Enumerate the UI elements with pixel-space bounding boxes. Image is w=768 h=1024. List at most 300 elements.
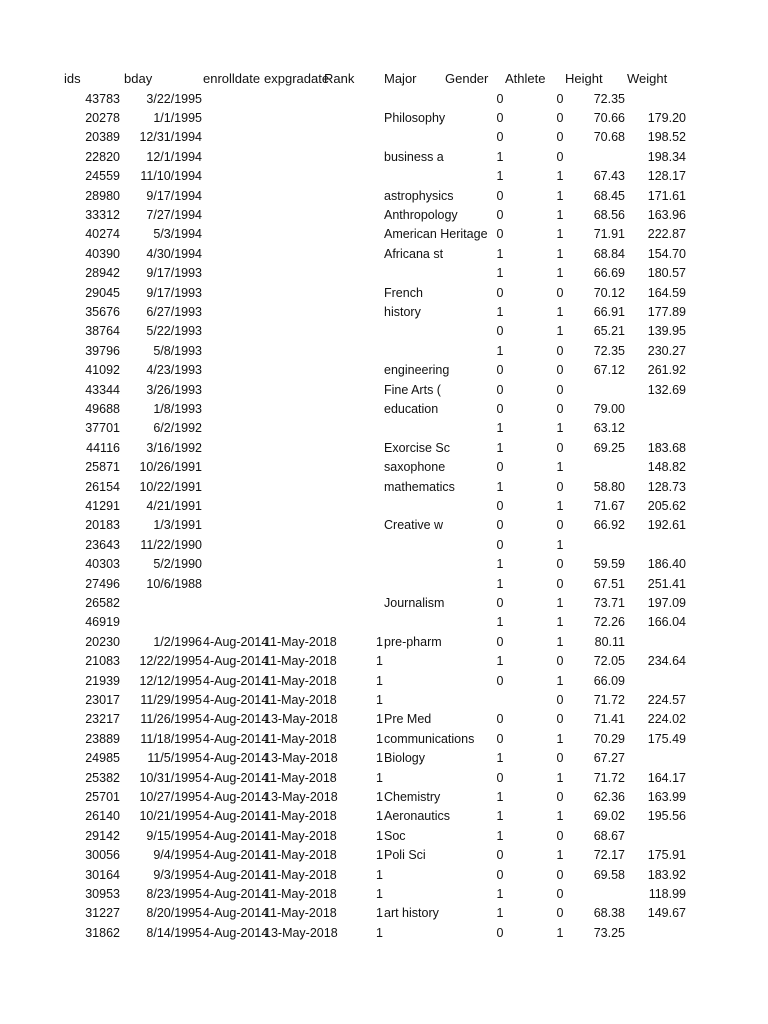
cell-major[interactable]: Africana st: [384, 246, 444, 261]
cell-gender[interactable]: 0: [496, 188, 504, 203]
cell-athlete[interactable]: 0: [556, 751, 564, 766]
cell-rank[interactable]: 1: [376, 692, 383, 707]
cell-major[interactable]: Chemistry: [384, 789, 441, 804]
cell-expgradate[interactable]: [264, 400, 325, 419]
cell-ids[interactable]: 21083: [85, 654, 120, 669]
cell-athlete[interactable]: 1: [556, 169, 564, 184]
cell-bday[interactable]: 4/23/1993: [146, 363, 202, 378]
cell-weight[interactable]: 198.34: [647, 149, 686, 164]
cell-major[interactable]: [384, 652, 445, 671]
cell-weight[interactable]: 171.61: [647, 188, 686, 203]
cell-major[interactable]: [384, 924, 445, 943]
cell-bday[interactable]: 8/23/1995: [146, 886, 202, 901]
cell-enrolldate[interactable]: 4-Aug-2014: [203, 906, 269, 921]
cell-expgradate[interactable]: [264, 128, 325, 147]
cell-weight[interactable]: 148.82: [647, 460, 686, 475]
cell-rank[interactable]: [376, 439, 384, 458]
cell-ids[interactable]: 27496: [85, 576, 120, 591]
cell-bday[interactable]: 4/30/1994: [146, 246, 202, 261]
cell-major[interactable]: pre-pharm: [384, 634, 442, 649]
cell-weight[interactable]: 234.64: [647, 654, 686, 669]
cell-major[interactable]: Poli Sci: [384, 848, 426, 863]
cell-athlete[interactable]: 0: [556, 382, 564, 397]
cell-rank[interactable]: 1: [376, 886, 383, 901]
cell-height[interactable]: 73.25: [593, 925, 625, 940]
cell-expgradate[interactable]: [264, 225, 325, 244]
cell-expgradate[interactable]: [264, 206, 325, 225]
cell-gender[interactable]: 0: [496, 518, 504, 533]
cell-enrolldate[interactable]: [203, 613, 264, 632]
cell-athlete[interactable]: 0: [556, 576, 564, 591]
cell-enrolldate[interactable]: 4-Aug-2014: [203, 828, 269, 843]
cell-height[interactable]: 67.51: [593, 576, 625, 591]
cell-enrolldate[interactable]: [203, 245, 264, 264]
cell-athlete[interactable]: 0: [556, 867, 564, 882]
cell-enrolldate[interactable]: [203, 90, 264, 109]
cell-rank[interactable]: 1: [376, 751, 383, 766]
cell-bday[interactable]: 5/3/1994: [153, 227, 202, 242]
cell-athlete[interactable]: 0: [556, 557, 564, 572]
cell-weight[interactable]: 149.67: [647, 906, 686, 921]
cell-height[interactable]: 70.12: [593, 285, 625, 300]
cell-height[interactable]: 65.21: [593, 324, 625, 339]
cell-rank[interactable]: [376, 322, 384, 341]
cell-expgradate[interactable]: [264, 536, 325, 555]
cell-expgradate[interactable]: 11-May-2018: [264, 731, 337, 746]
cell-height[interactable]: 71.91: [593, 227, 625, 242]
cell-weight[interactable]: 222.87: [647, 227, 686, 242]
cell-enrolldate[interactable]: [203, 264, 264, 283]
cell-major[interactable]: French: [384, 285, 423, 300]
cell-height[interactable]: 72.26: [593, 615, 625, 630]
cell-enrolldate[interactable]: [203, 594, 264, 613]
cell-major[interactable]: business a: [384, 149, 444, 164]
cell-height[interactable]: 67.27: [593, 751, 625, 766]
cell-gender[interactable]: 1: [496, 479, 504, 494]
cell-expgradate[interactable]: 13-May-2018: [264, 751, 338, 766]
cell-expgradate[interactable]: [264, 575, 325, 594]
cell-height[interactable]: 67.43: [593, 169, 625, 184]
cell-ids[interactable]: 33312: [85, 207, 120, 222]
cell-major[interactable]: [384, 342, 445, 361]
cell-gender[interactable]: 0: [496, 227, 504, 242]
cell-ids[interactable]: 35676: [85, 304, 120, 319]
cell-rank[interactable]: [376, 264, 384, 283]
cell-gender[interactable]: 1: [496, 304, 504, 319]
cell-rank[interactable]: [376, 458, 384, 477]
cell-expgradate[interactable]: 11-May-2018: [264, 867, 337, 882]
cell-expgradate[interactable]: [264, 148, 325, 167]
cell-major[interactable]: communications: [384, 731, 475, 746]
cell-expgradate[interactable]: [264, 264, 325, 283]
cell-major[interactable]: Aeronautics: [384, 809, 451, 824]
cell-rank[interactable]: [376, 284, 384, 303]
cell-expgradate[interactable]: [264, 594, 325, 613]
cell-gender[interactable]: 0: [496, 285, 504, 300]
cell-gender[interactable]: 1: [496, 751, 504, 766]
cell-bday[interactable]: 9/17/1994: [146, 188, 202, 203]
cell-bday[interactable]: 11/18/1995: [140, 731, 202, 746]
cell-weight[interactable]: 183.92: [647, 867, 686, 882]
cell-enrolldate[interactable]: [203, 342, 264, 361]
cell-bday[interactable]: [122, 613, 202, 632]
cell-ids[interactable]: 23017: [85, 692, 120, 707]
cell-gender[interactable]: 1: [496, 246, 504, 261]
cell-ids[interactable]: 30056: [85, 848, 120, 863]
cell-ids[interactable]: 41291: [85, 498, 120, 513]
cell-bday[interactable]: 9/17/1993: [146, 266, 202, 281]
cell-rank[interactable]: 1: [376, 654, 383, 669]
cell-athlete[interactable]: 1: [556, 537, 564, 552]
cell-major[interactable]: Pre Med: [384, 712, 432, 727]
cell-expgradate[interactable]: 13-May-2018: [264, 712, 338, 727]
cell-major[interactable]: [384, 866, 445, 885]
cell-gender[interactable]: 0: [496, 634, 504, 649]
cell-enrolldate[interactable]: [203, 167, 264, 186]
cell-bday[interactable]: 10/31/1995: [139, 770, 202, 785]
cell-major[interactable]: Philosophy: [384, 110, 446, 125]
cell-enrolldate[interactable]: 4-Aug-2014: [203, 712, 269, 727]
cell-bday[interactable]: 5/8/1993: [153, 343, 202, 358]
cell-expgradate[interactable]: 11-May-2018: [264, 906, 337, 921]
cell-expgradate[interactable]: 11-May-2018: [264, 848, 337, 863]
cell-ids[interactable]: 24985: [85, 751, 120, 766]
cell-expgradate[interactable]: [264, 90, 325, 109]
cell-height[interactable]: 67.12: [593, 363, 625, 378]
cell-rank[interactable]: 1: [376, 770, 383, 785]
cell-gender[interactable]: 0: [496, 673, 504, 688]
cell-major[interactable]: [384, 264, 445, 283]
cell-rank[interactable]: [376, 361, 384, 380]
cell-weight[interactable]: 192.61: [647, 518, 686, 533]
cell-bday[interactable]: 1/2/1996: [153, 634, 202, 649]
cell-rank[interactable]: [376, 342, 384, 361]
cell-gender[interactable]: 1: [496, 149, 504, 164]
cell-rank[interactable]: [376, 400, 384, 419]
cell-weight[interactable]: 139.95: [647, 324, 686, 339]
cell-enrolldate[interactable]: 4-Aug-2014: [203, 867, 269, 882]
cell-height[interactable]: 72.35: [593, 91, 625, 106]
cell-athlete[interactable]: 1: [556, 207, 564, 222]
cell-major[interactable]: American Heritage: [384, 227, 488, 242]
cell-enrolldate[interactable]: [203, 187, 264, 206]
cell-bday[interactable]: 7/27/1994: [146, 207, 202, 222]
cell-enrolldate[interactable]: [203, 516, 264, 535]
cell-major[interactable]: Exorcise Sc: [384, 440, 450, 455]
cell-bday[interactable]: 3/26/1993: [146, 382, 202, 397]
cell-rank[interactable]: [376, 90, 384, 109]
cell-bday[interactable]: 10/27/1995: [139, 789, 202, 804]
cell-rank[interactable]: [376, 419, 384, 438]
cell-height[interactable]: [565, 381, 625, 400]
cell-height[interactable]: 62.36: [593, 789, 625, 804]
cell-gender[interactable]: 1: [496, 906, 504, 921]
cell-athlete[interactable]: 0: [556, 906, 564, 921]
cell-major[interactable]: Biology: [384, 751, 425, 766]
cell-athlete[interactable]: 0: [556, 654, 564, 669]
cell-weight[interactable]: [625, 400, 686, 419]
cell-enrolldate[interactable]: [203, 322, 264, 341]
cell-ids[interactable]: 20230: [85, 634, 120, 649]
cell-height[interactable]: 73.71: [593, 595, 625, 610]
cell-bday[interactable]: 11/29/1995: [140, 692, 202, 707]
cell-weight[interactable]: 251.41: [647, 576, 686, 591]
cell-ids[interactable]: 24559: [85, 169, 120, 184]
cell-weight[interactable]: 179.20: [647, 110, 686, 125]
cell-expgradate[interactable]: 11-May-2018: [264, 634, 337, 649]
cell-expgradate[interactable]: [264, 555, 325, 574]
cell-major[interactable]: Fine Arts (: [384, 382, 441, 397]
cell-ids[interactable]: 41092: [85, 363, 120, 378]
cell-ids[interactable]: 31862: [85, 925, 120, 940]
cell-athlete[interactable]: 1: [556, 304, 564, 319]
cell-rank[interactable]: 1: [376, 789, 383, 804]
cell-bday[interactable]: 10/22/1991: [139, 479, 202, 494]
cell-athlete[interactable]: 0: [556, 789, 564, 804]
cell-bday[interactable]: 9/17/1993: [146, 285, 202, 300]
cell-athlete[interactable]: 1: [556, 634, 564, 649]
header-weight[interactable]: Weight: [627, 71, 668, 86]
cell-height[interactable]: 70.29: [593, 731, 625, 746]
cell-bday[interactable]: 12/31/1994: [139, 130, 202, 145]
cell-major[interactable]: Anthropology: [384, 207, 458, 222]
cell-enrolldate[interactable]: [203, 206, 264, 225]
cell-enrolldate[interactable]: [203, 478, 264, 497]
cell-major[interactable]: [384, 497, 445, 516]
header-bday[interactable]: bday: [124, 71, 153, 86]
cell-gender[interactable]: 1: [496, 654, 504, 669]
cell-gender[interactable]: 0: [496, 401, 504, 416]
cell-ids[interactable]: 20278: [85, 110, 120, 125]
cell-athlete[interactable]: 0: [556, 518, 564, 533]
header-ids[interactable]: ids: [64, 71, 81, 86]
cell-enrolldate[interactable]: 4-Aug-2014: [203, 692, 269, 707]
cell-athlete[interactable]: 1: [556, 324, 564, 339]
cell-height[interactable]: 68.84: [593, 246, 625, 261]
cell-gender[interactable]: 1: [496, 789, 504, 804]
cell-enrolldate[interactable]: 4-Aug-2014: [203, 731, 269, 746]
cell-major[interactable]: art history: [384, 906, 439, 921]
cell-expgradate[interactable]: 11-May-2018: [264, 809, 337, 824]
cell-major[interactable]: [384, 555, 445, 574]
cell-expgradate[interactable]: 11-May-2018: [264, 770, 337, 785]
cell-rank[interactable]: [376, 187, 384, 206]
cell-weight[interactable]: 118.99: [648, 886, 686, 901]
cell-ids[interactable]: 40303: [85, 557, 120, 572]
cell-height[interactable]: 71.67: [593, 498, 625, 513]
cell-height[interactable]: 72.17: [593, 848, 625, 863]
cell-rank[interactable]: 1: [376, 673, 383, 688]
cell-athlete[interactable]: 1: [556, 673, 564, 688]
cell-rank[interactable]: [376, 206, 384, 225]
cell-ids[interactable]: 49688: [85, 401, 120, 416]
cell-gender[interactable]: 0: [496, 110, 504, 125]
cell-height[interactable]: 68.38: [593, 906, 625, 921]
cell-weight[interactable]: 128.73: [647, 479, 686, 494]
cell-weight[interactable]: 164.17: [647, 770, 686, 785]
cell-weight[interactable]: 164.59: [647, 285, 686, 300]
cell-weight[interactable]: 163.96: [647, 207, 686, 222]
cell-gender[interactable]: 0: [496, 848, 504, 863]
cell-bday[interactable]: 1/1/1995: [153, 110, 202, 125]
cell-expgradate[interactable]: [264, 109, 325, 128]
cell-rank[interactable]: [376, 303, 384, 322]
cell-ids[interactable]: 21939: [85, 673, 120, 688]
cell-ids[interactable]: 20389: [85, 130, 120, 145]
cell-weight[interactable]: [625, 536, 686, 555]
cell-gender[interactable]: 0: [496, 498, 504, 513]
cell-ids[interactable]: 39796: [85, 343, 120, 358]
cell-rank[interactable]: 1: [376, 925, 383, 940]
cell-expgradate[interactable]: [264, 187, 325, 206]
cell-ids[interactable]: 30953: [85, 886, 120, 901]
cell-athlete[interactable]: 1: [556, 188, 564, 203]
cell-gender[interactable]: 0: [496, 867, 504, 882]
cell-bday[interactable]: [122, 594, 202, 613]
cell-bday[interactable]: 8/20/1995: [146, 906, 202, 921]
cell-gender[interactable]: 0: [496, 382, 504, 397]
cell-enrolldate[interactable]: 4-Aug-2014: [203, 654, 269, 669]
cell-athlete[interactable]: 0: [556, 343, 564, 358]
header-height[interactable]: Height: [565, 71, 603, 86]
cell-height[interactable]: 59.59: [593, 557, 625, 572]
cell-rank[interactable]: [376, 225, 384, 244]
cell-weight[interactable]: [625, 90, 686, 109]
cell-ids[interactable]: 40390: [85, 246, 120, 261]
cell-expgradate[interactable]: [264, 458, 325, 477]
cell-enrolldate[interactable]: [203, 400, 264, 419]
cell-weight[interactable]: 230.27: [647, 343, 686, 358]
cell-rank[interactable]: [376, 148, 384, 167]
cell-athlete[interactable]: 0: [556, 440, 564, 455]
cell-height[interactable]: 69.02: [593, 809, 625, 824]
cell-bday[interactable]: 4/21/1991: [146, 498, 202, 513]
cell-weight[interactable]: [625, 672, 686, 691]
cell-athlete[interactable]: 0: [556, 363, 564, 378]
cell-rank[interactable]: 1: [376, 809, 383, 824]
cell-ids[interactable]: 25382: [85, 770, 120, 785]
cell-rank[interactable]: [376, 555, 384, 574]
cell-expgradate[interactable]: 11-May-2018: [264, 886, 337, 901]
cell-ids[interactable]: 40274: [85, 227, 120, 242]
cell-rank[interactable]: 1: [376, 828, 383, 843]
cell-bday[interactable]: 5/22/1993: [146, 324, 202, 339]
cell-major[interactable]: [384, 90, 445, 109]
cell-height[interactable]: 68.45: [593, 188, 625, 203]
cell-enrolldate[interactable]: [203, 497, 264, 516]
cell-height[interactable]: 58.80: [593, 479, 625, 494]
cell-enrolldate[interactable]: 4-Aug-2014: [203, 925, 269, 940]
cell-height[interactable]: 70.66: [593, 110, 625, 125]
cell-weight[interactable]: 183.68: [647, 440, 686, 455]
cell-athlete[interactable]: 0: [556, 692, 564, 707]
cell-major[interactable]: [384, 613, 445, 632]
cell-enrolldate[interactable]: [203, 109, 264, 128]
cell-enrolldate[interactable]: [203, 148, 264, 167]
header-expgradate[interactable]: expgradate: [264, 71, 330, 86]
cell-bday[interactable]: 9/4/1995: [153, 848, 202, 863]
cell-weight[interactable]: 166.04: [647, 615, 686, 630]
cell-bday[interactable]: 1/3/1991: [153, 518, 202, 533]
cell-major[interactable]: [384, 419, 445, 438]
cell-gender[interactable]: 0: [496, 460, 504, 475]
cell-athlete[interactable]: 0: [556, 479, 564, 494]
cell-bday[interactable]: 6/27/1993: [146, 304, 202, 319]
cell-major[interactable]: [384, 885, 445, 904]
cell-athlete[interactable]: 1: [556, 227, 564, 242]
cell-expgradate[interactable]: [264, 478, 325, 497]
cell-height[interactable]: 66.91: [593, 304, 625, 319]
cell-rank[interactable]: [376, 516, 384, 535]
cell-rank[interactable]: [376, 381, 384, 400]
cell-enrolldate[interactable]: [203, 555, 264, 574]
cell-athlete[interactable]: 0: [556, 91, 564, 106]
cell-expgradate[interactable]: [264, 361, 325, 380]
cell-height[interactable]: 71.41: [593, 712, 625, 727]
cell-athlete[interactable]: 0: [556, 285, 564, 300]
cell-gender[interactable]: 0: [496, 595, 504, 610]
cell-enrolldate[interactable]: [203, 575, 264, 594]
cell-major[interactable]: [384, 128, 445, 147]
cell-athlete[interactable]: 1: [556, 460, 564, 475]
cell-gender[interactable]: 1: [496, 886, 504, 901]
cell-height[interactable]: 66.92: [593, 518, 625, 533]
cell-height[interactable]: 63.12: [593, 421, 625, 436]
cell-enrolldate[interactable]: 4-Aug-2014: [203, 770, 269, 785]
cell-bday[interactable]: 3/22/1995: [146, 91, 202, 106]
cell-bday[interactable]: 11/5/1995: [147, 751, 202, 766]
cell-weight[interactable]: 180.57: [647, 266, 686, 281]
cell-weight[interactable]: 163.99: [647, 789, 686, 804]
cell-expgradate[interactable]: [264, 284, 325, 303]
cell-rank[interactable]: [376, 536, 384, 555]
cell-enrolldate[interactable]: [203, 128, 264, 147]
cell-bday[interactable]: 10/6/1988: [146, 576, 202, 591]
cell-rank[interactable]: 1: [376, 634, 383, 649]
cell-weight[interactable]: 224.57: [647, 692, 686, 707]
cell-gender[interactable]: 0: [496, 324, 504, 339]
cell-enrolldate[interactable]: [203, 303, 264, 322]
cell-expgradate[interactable]: [264, 613, 325, 632]
cell-gender[interactable]: 0: [496, 91, 504, 106]
cell-weight[interactable]: 177.89: [647, 304, 686, 319]
cell-major[interactable]: [384, 672, 445, 691]
cell-bday[interactable]: 1/8/1993: [153, 401, 202, 416]
cell-height[interactable]: 68.67: [593, 828, 625, 843]
cell-bday[interactable]: 9/15/1995: [146, 828, 202, 843]
cell-enrolldate[interactable]: [203, 419, 264, 438]
cell-rank[interactable]: 1: [376, 906, 383, 921]
cell-height[interactable]: 72.35: [593, 343, 625, 358]
cell-enrolldate[interactable]: [203, 361, 264, 380]
cell-ids[interactable]: 25701: [85, 789, 120, 804]
cell-rank[interactable]: 1: [376, 731, 383, 746]
cell-ids[interactable]: 38764: [85, 324, 120, 339]
cell-gender[interactable]: 1: [496, 828, 504, 843]
cell-major[interactable]: [384, 167, 445, 186]
cell-expgradate[interactable]: [264, 419, 325, 438]
cell-ids[interactable]: 44116: [86, 440, 120, 455]
cell-enrolldate[interactable]: 4-Aug-2014: [203, 848, 269, 863]
cell-height[interactable]: [565, 536, 625, 555]
cell-weight[interactable]: 261.92: [647, 363, 686, 378]
cell-bday[interactable]: 11/22/1990: [140, 537, 202, 552]
cell-height[interactable]: 72.05: [593, 654, 625, 669]
cell-expgradate[interactable]: [264, 497, 325, 516]
cell-rank[interactable]: 1: [376, 867, 383, 882]
cell-major[interactable]: education: [384, 401, 439, 416]
header-enrolldate[interactable]: enrolldate: [203, 71, 261, 86]
